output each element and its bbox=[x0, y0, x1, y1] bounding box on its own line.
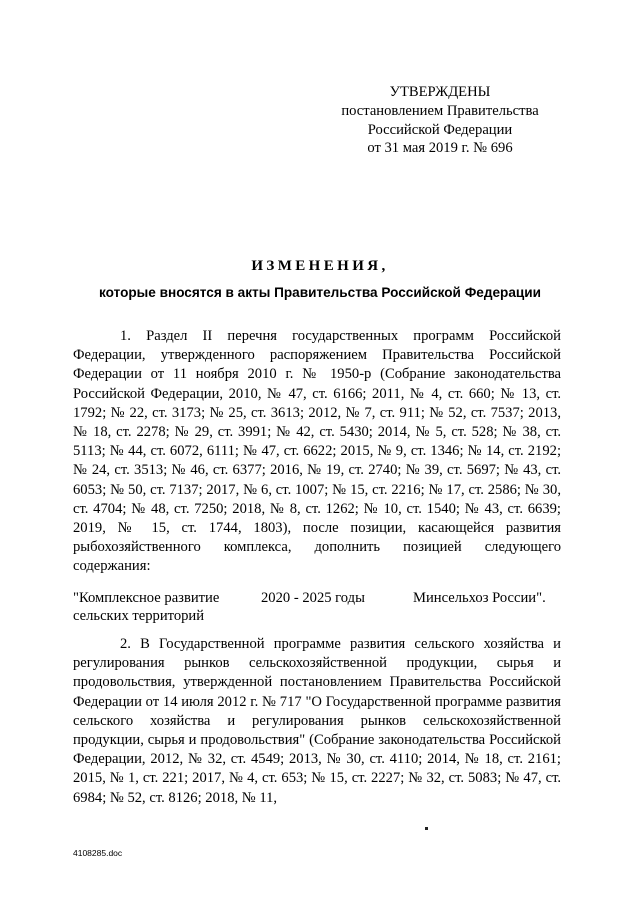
program-row bbox=[73, 589, 561, 629]
scan-mark bbox=[425, 827, 428, 830]
paragraph-1: 1. Раздел II перечня государственных программ Российской Федерации, утвержденного распоряжением Правительства Российской Федерации от 11 ноября 2010 г. № 1950-р (Собрание законодательства Российской Федерации, 2010, № 47, ст. 6166; 2011, № 4, ст. 660; № 13, ст. 1792; № 22, ст. 3173; № 25, ст. 3613; 2012, № 7, ст. 911; № 52, ст. 7537; 2013, № 18, ст. 2278; № 29, ст. 3991; № 42, ст. 5430; 2014, № 5, ст. 528; № 38, ст. 5113; № 44, ст. 6072, 6111; № 47, ст. 6622; 2015, № 9, ст. 1346; № 14, ст. 2192; № 24, ст. 3513; № 46, ст. 6377; 2016, № 19, ст. 2740; № 39, ст. 5697; № 43, ст. 6053; № 50, ст. 7137; 2017, № 6, ст. 1007; № 15, ст. 2216; № 17, ст. 2586; № 30, ст. 4704; № 48, ст. 7250; 2018, № 8, ст. 1262; № 10, ст. 1540; № 43, ст. 6639; 2019, № 15, ст. 1744, 1803), после позиции, касающейся развития рыбохозяйственного комплекса, дополнить позицией следующего содержания: bbox=[73, 328, 561, 575]
program-period: 2020 - 2025 годы bbox=[261, 590, 365, 606]
approval-block bbox=[330, 83, 550, 158]
approval-date-number: от 31 мая 2019 г. № 696 bbox=[367, 140, 513, 157]
file-name-footer: 4108285.doc bbox=[73, 848, 123, 858]
approval-authority: постановлением Правительства bbox=[341, 102, 539, 119]
document-title: ИЗМЕНЕНИЯ, bbox=[251, 258, 389, 274]
program-name: "Комплексное развитие сельских территорий bbox=[73, 590, 220, 624]
document-subtitle: которые вносятся в акты Правительства Российской Федерации bbox=[99, 285, 541, 300]
paragraph-2: 2. В Государственной программе развития сельского хозяйства и регулирования рынков сельскохозяйственной продукции, сырья и продовольствия, утвержденной постановлением Правительства Российской Федерации от 14 июля 2012 г. № 717 "О Государственной программе развития сельского хозяйства и регулирования рынков сельскохозяйственной продукции, сырья и продовольствия" (Собрание законодательства Российской Федерации, 2012, № 32, ст. 4549; 2013, № 30, ст. 4110; 2014, № 18, ст. 2161; 2015, № 1, ст. 221; 2017, № 4, ст. 653; № 15, ст. 2227; № 32, ст. 5083; № 47, ст. 6984; № 52, ст. 8126; 2018, № 11, bbox=[73, 636, 561, 806]
approval-heading: УТВЕРЖДЕНЫ bbox=[389, 84, 491, 100]
approval-country: Российской Федерации bbox=[367, 121, 513, 138]
program-executor: Минсельхоз России". bbox=[413, 590, 546, 606]
